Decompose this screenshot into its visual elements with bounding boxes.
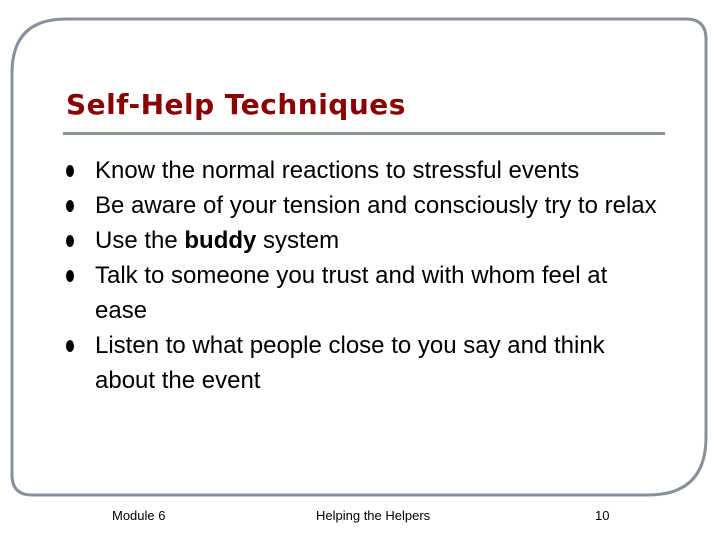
bullet-bold-word: buddy (184, 227, 257, 254)
bullet-text: Talk to someone you trust and with whom feel at ease (95, 262, 608, 324)
slide-title: Self-Help Techniques (66, 88, 406, 121)
bullet-text: Know the normal reactions to stressful events (95, 157, 580, 184)
bullet-text-after: system (256, 227, 340, 254)
footer-page-number: 10 (595, 508, 610, 523)
bullet-dot-icon (66, 200, 74, 212)
bullet-item-normal-reactions (64, 153, 664, 188)
bullet-dot-icon (66, 165, 74, 177)
bullet-dot-icon (66, 340, 74, 352)
footer-title: Helping the Helpers (316, 508, 431, 523)
bullet-item-tension (64, 188, 664, 223)
bullet-item-listen (64, 328, 664, 398)
bullet-dot-icon (66, 270, 74, 282)
bullet-item-buddy-system (64, 223, 664, 258)
bullet-text-before: Use the (95, 227, 185, 254)
title-underline (63, 132, 665, 135)
bullet-dot-icon (66, 235, 74, 247)
bullet-text: Be aware of your tension and consciously try to relax (95, 192, 657, 219)
footer-module: Module 6 (112, 508, 166, 523)
bullet-list (64, 153, 664, 398)
bullet-text: Listen to what people close to you say and think about the event (95, 332, 605, 394)
bullet-item-talk (64, 258, 664, 328)
